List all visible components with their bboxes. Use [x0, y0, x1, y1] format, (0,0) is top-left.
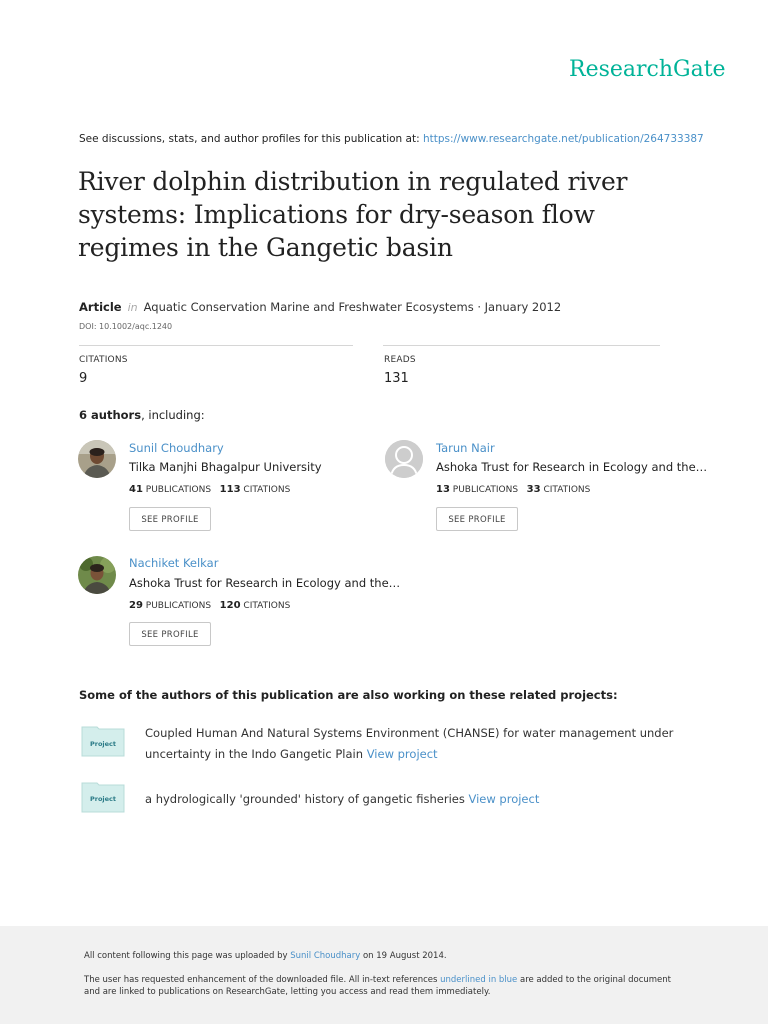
project-folder-icon[interactable]	[81, 725, 125, 757]
project-text-line-1: a hydrologically 'grounded' history of gangetic fisheries	[145, 792, 465, 806]
view-project-link[interactable]: View project	[366, 747, 438, 761]
publications-count: 13	[436, 484, 450, 495]
publications-count: 29	[129, 600, 143, 611]
footer	[0, 926, 768, 1024]
avatar-photo-icon	[78, 440, 116, 478]
avatar[interactable]	[385, 440, 423, 478]
citations-value: 9	[79, 371, 88, 386]
project-folder-icon[interactable]	[81, 781, 125, 813]
author-institution[interactable]: Tilka Manjhi Bhagalpur University	[129, 460, 322, 474]
avatar-photo-icon	[78, 556, 116, 594]
project-description	[145, 789, 705, 810]
see-profile-button[interactable]: SEE PROFILE	[129, 622, 211, 646]
article-title	[78, 165, 718, 264]
publications-label: PUBLICATIONS	[452, 485, 519, 495]
project-description	[145, 723, 705, 765]
publications-count: 41	[129, 484, 143, 495]
doi: DOI: 10.1002/aqc.1240	[79, 322, 173, 331]
publications-label: PUBLICATIONS	[145, 485, 212, 495]
authors-suffix: , including:	[141, 408, 205, 422]
title-line-3: regimes in the Gangetic basin	[78, 233, 453, 262]
citations-count: 120	[219, 600, 241, 611]
see-profile-button[interactable]: SEE PROFILE	[436, 507, 518, 531]
upload-notice: All content following this page was uploaded by Sunil Choudhary on 19 August 2014.	[84, 951, 447, 961]
discussion-line	[79, 133, 704, 145]
author-name-tarun-nair[interactable]: Tarun Nair	[436, 441, 495, 455]
see-profile-button[interactable]: SEE PROFILE	[129, 507, 211, 531]
authors-heading	[79, 408, 205, 422]
project-text-line-2: uncertainty in the Indo Gangetic Plain View project	[145, 747, 438, 761]
uploader-link[interactable]: Sunil Choudhary	[290, 951, 361, 961]
citations-count: 113	[219, 484, 241, 495]
project-text-line-1: Coupled Human And Natural Systems Environment (CHANSE) for water management under	[145, 726, 674, 740]
enhancement-notice: The user has requested enhancement of the downloaded file. All in-text references underlined in blue are added to the original document	[84, 975, 672, 985]
title-line-2: systems: Implications for dry-season flow	[78, 200, 595, 229]
citations-divider	[79, 345, 353, 346]
citations-label: CITATIONS	[243, 485, 291, 495]
citations-count: 33	[526, 484, 541, 495]
view-project-link[interactable]: View project	[468, 792, 540, 806]
author-institution[interactable]: Ashoka Trust for Research in Ecology and the…	[129, 576, 401, 590]
title-line-1: River dolphin distribution in regulated river	[78, 167, 628, 196]
underlined-in-blue-link[interactable]: underlined in blue	[440, 975, 518, 985]
author-stats	[129, 484, 290, 495]
author-name-sunil-choudhary[interactable]: Sunil Choudhary	[129, 441, 224, 455]
discussion-text: See discussions, stats, and author profiles for this publication at:	[79, 133, 423, 145]
author-name-nachiket-kelkar[interactable]: Nachiket Kelkar	[129, 556, 219, 570]
article-meta	[79, 300, 561, 314]
folder-label: Project	[89, 795, 117, 803]
citations-label: CITATIONS	[243, 601, 291, 611]
reads-value: 131	[384, 371, 409, 386]
default-user-icon	[385, 440, 423, 478]
publications-label: PUBLICATIONS	[145, 601, 212, 611]
in-label: in	[127, 301, 138, 314]
reads-label: READS	[384, 355, 416, 365]
publication-url-link[interactable]: https://www.researchgate.net/publication/264733387	[422, 133, 704, 145]
citations-label: CITATIONS	[543, 485, 591, 495]
related-projects-heading: Some of the authors of this publication are also working on these related projects:	[79, 688, 618, 702]
avatar[interactable]	[78, 556, 116, 594]
author-stats	[436, 484, 590, 495]
researchgate-logo[interactable]: ResearchGate	[569, 57, 726, 82]
enhancement-notice-continued: and are linked to publications on ResearchGate, letting you access and read them immediately.	[84, 987, 491, 997]
author-institution[interactable]: Ashoka Trust for Research in Ecology and the…	[436, 460, 708, 474]
citations-label: CITATIONS	[79, 355, 128, 365]
article-type: Article	[79, 300, 122, 314]
folder-label: Project	[89, 740, 117, 748]
journal-date: Aquatic Conservation Marine and Freshwater Ecosystems · January 2012	[143, 300, 562, 314]
avatar[interactable]	[78, 440, 116, 478]
authors-count: 6 authors	[79, 408, 142, 422]
author-stats	[129, 600, 290, 611]
reads-divider	[383, 345, 660, 346]
